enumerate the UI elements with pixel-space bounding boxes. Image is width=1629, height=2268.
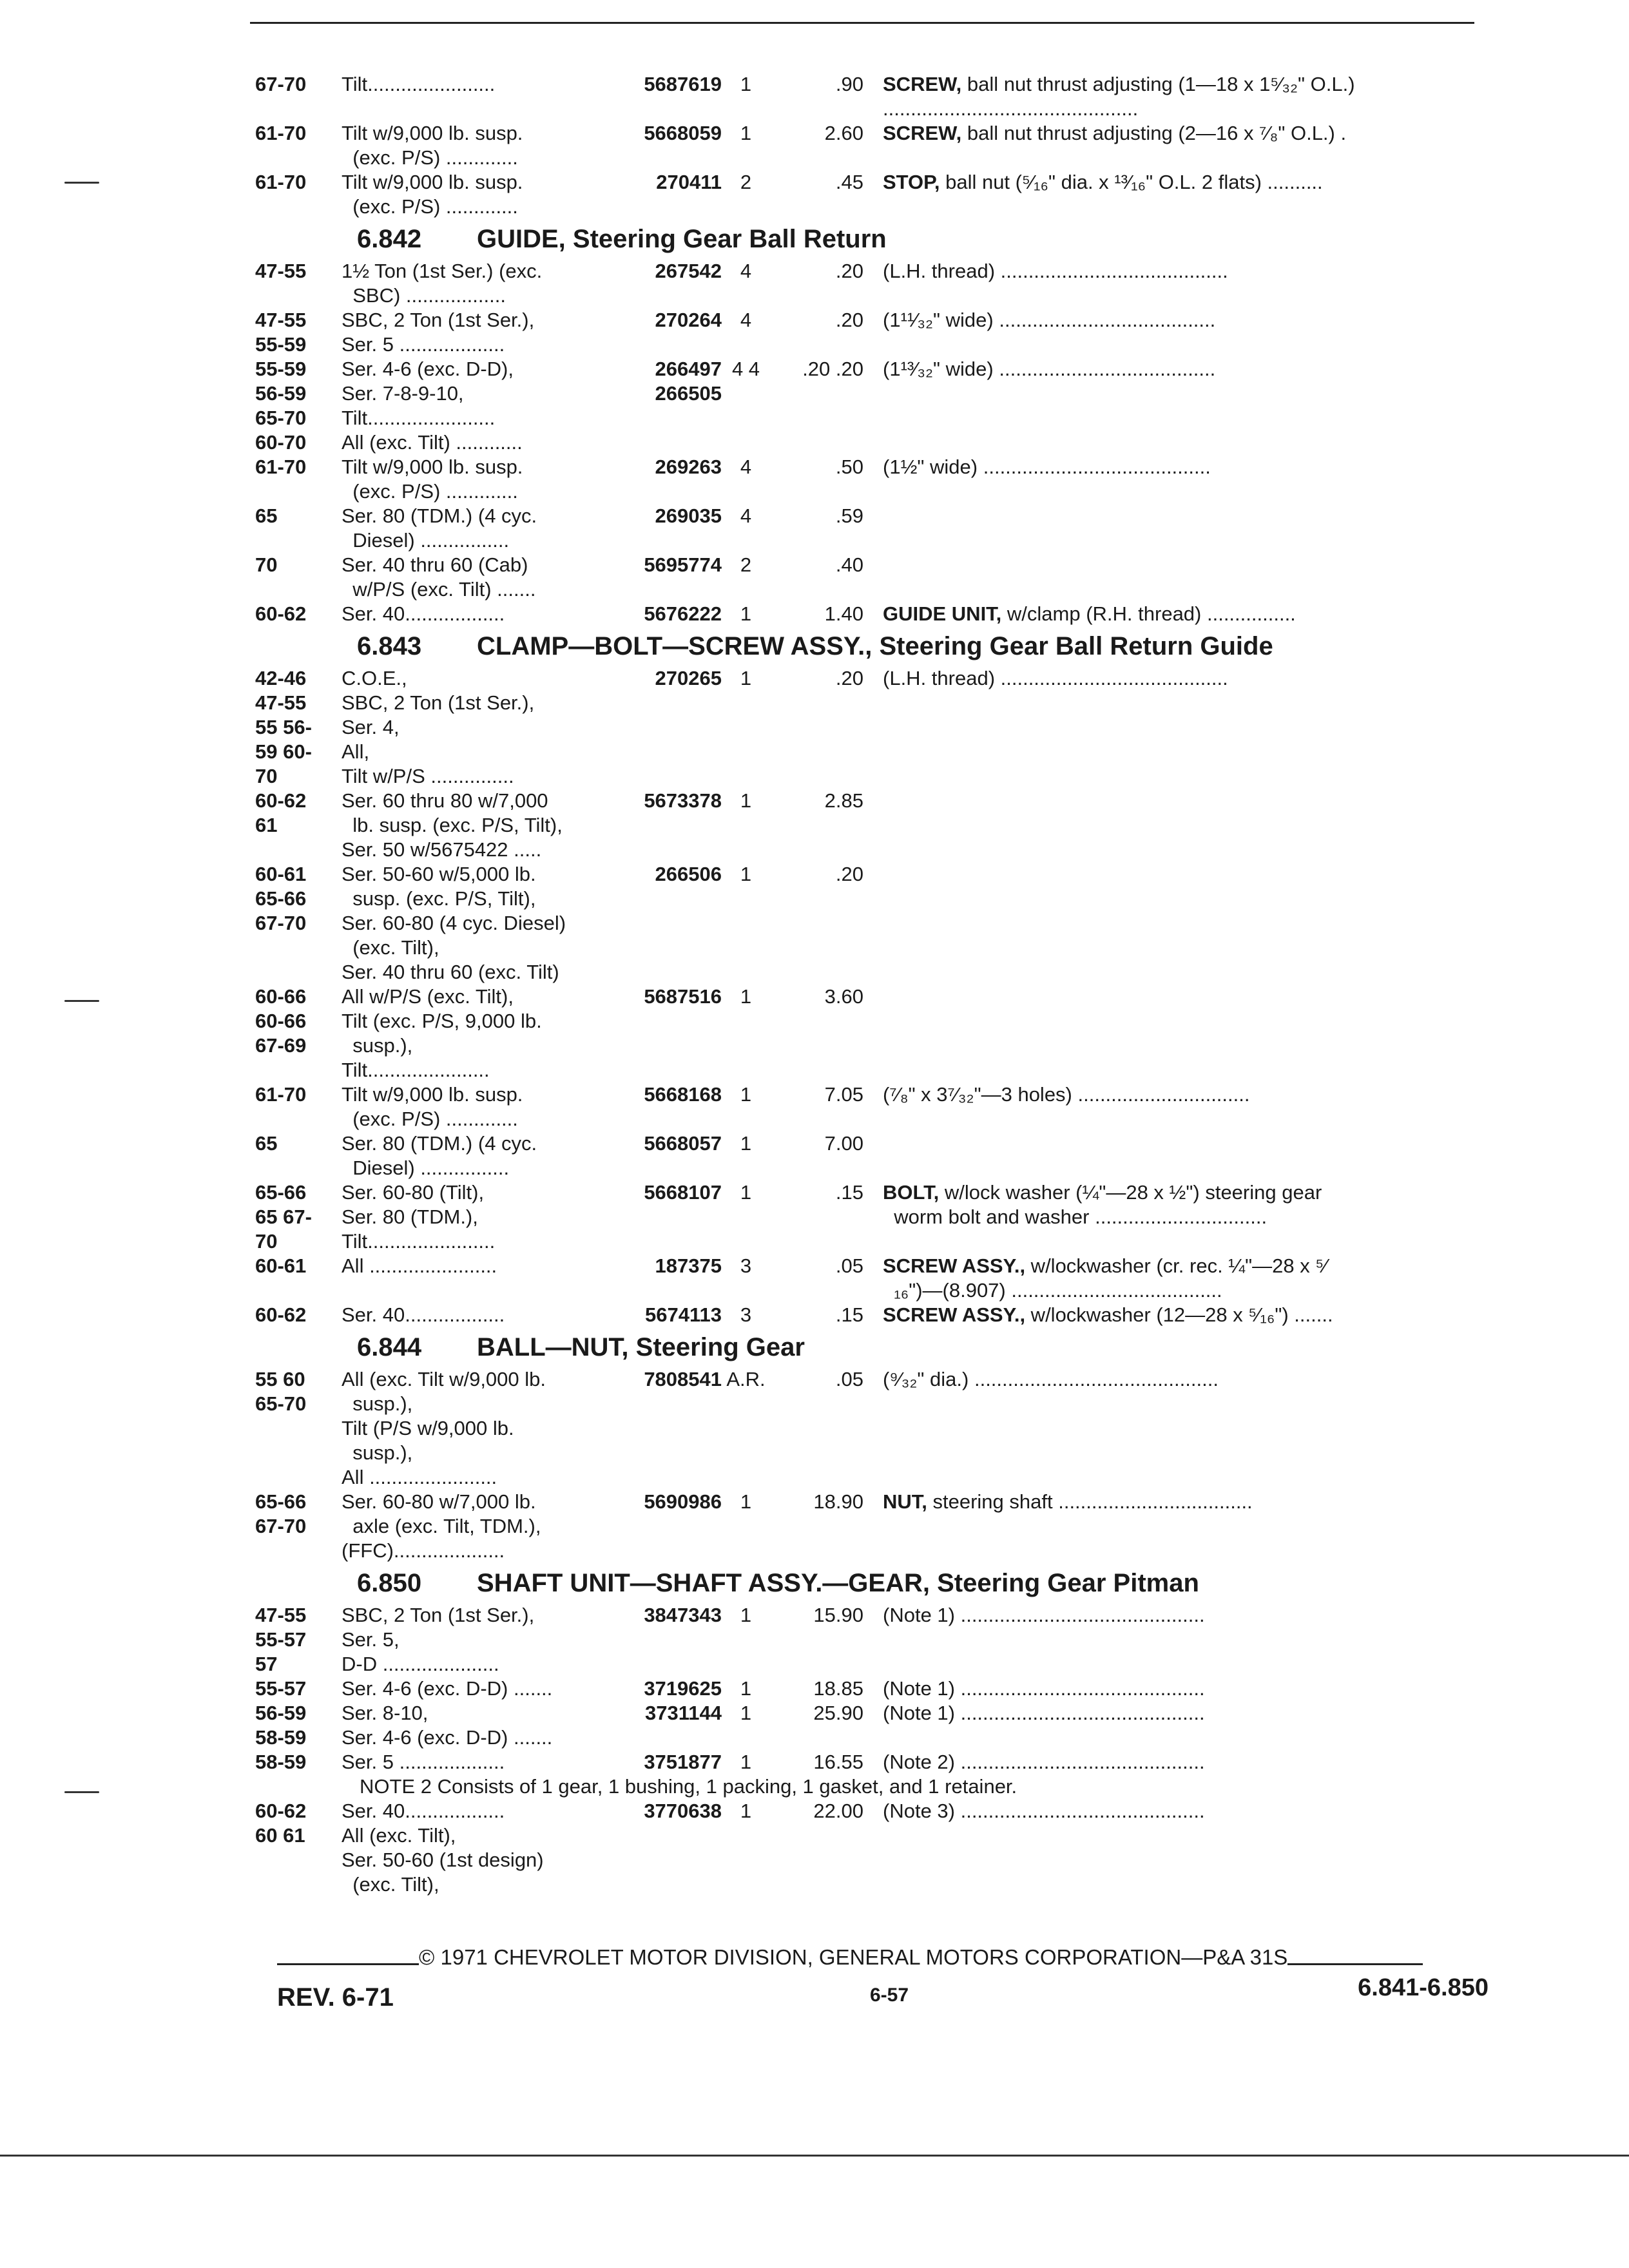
quantity: 4 (740, 309, 752, 331)
part-name: NUT, (883, 1490, 927, 1513)
note-paragraph: NOTE 2 Consists of 1 gear, 1 bushing, 1 packing, 1 gasket, and 1 retainer. (360, 1775, 1017, 1798)
quantity: 1 (740, 1490, 752, 1513)
part-remarks (883, 259, 1492, 284)
price: 22.00 (813, 1800, 863, 1822)
year-range: 61-70 (255, 171, 307, 193)
year-range: 42-46 47-55 55 56-59 60-70 (255, 667, 312, 787)
part-remarks (883, 666, 1492, 691)
part-remarks (883, 1367, 1492, 1392)
quantity: 1 (740, 1800, 752, 1822)
table-row (255, 259, 1492, 308)
year-range: 47-55 55-59 (255, 309, 307, 356)
part-remarks (883, 72, 1492, 121)
year-range: 60-61 (255, 1254, 307, 1277)
quantity: 4 (740, 260, 752, 282)
part-number: 3847343 (644, 1604, 722, 1626)
copyright-text: © 1971 CHEVROLET MOTOR DIVISION, GENERAL MOTORS CORPORATION—P&A 31S (419, 1945, 1288, 1969)
application-description: Tilt w/9,000 lb. susp. (exc. P/S) ............. (342, 122, 523, 169)
year-range: 60-62 (255, 602, 307, 625)
quantity: 1 (740, 863, 752, 885)
year-range: 47-55 55-57 57 (255, 1604, 307, 1675)
part-number: 187375 (655, 1254, 722, 1277)
year-range: 65 (255, 505, 278, 527)
section-heading (357, 1330, 1492, 1365)
part-number: 5673378 (644, 789, 722, 812)
year-range: 65-66 67-70 (255, 1490, 307, 1537)
table-row (255, 1131, 1492, 1180)
section-heading (357, 222, 1492, 256)
year-range: 67-70 (255, 73, 307, 95)
spacer (255, 63, 1492, 72)
year-range: 56-59 58-59 (255, 1702, 307, 1749)
table-row (255, 455, 1492, 504)
price: .20 (835, 260, 863, 282)
part-detail: (1¹³⁄₃₂" wide) ....................................... (883, 358, 1216, 380)
quantity: 2 (740, 553, 752, 576)
price: 25.90 (813, 1702, 863, 1724)
price: .15 (835, 1303, 863, 1326)
part-number: 5690986 (644, 1490, 722, 1513)
part-name: BOLT, (883, 1181, 940, 1204)
application-description: Tilt w/9,000 lb. susp. (exc. P/S) ............. (342, 1083, 523, 1130)
part-number: 5668168 (644, 1083, 722, 1106)
application-description: Ser. 40 thru 60 (Cab) w/P/S (exc. Tilt) ....... (342, 553, 536, 601)
application-description: All (exc. Tilt w/9,000 lb. susp.), Tilt (P/S w/9,000 lb. susp.), All ....................... (342, 1368, 546, 1488)
price: 7.05 (824, 1083, 863, 1106)
table-row (255, 1303, 1492, 1327)
section-heading (357, 1566, 1492, 1600)
year-range: 60-62 (255, 1800, 307, 1822)
rule (1287, 1963, 1423, 1965)
year-range: 55 60 65-70 (255, 1368, 307, 1415)
year-range: 61-70 (255, 122, 307, 144)
application-description: SBC, 2 Ton (1st Ser.), Ser. 5 ................... (342, 309, 535, 356)
application-description: Ser. 80 (TDM.) (4 cyc. Diesel) ................ (342, 505, 537, 552)
part-detail: ball nut (⁵⁄₁₆" dia. x ¹³⁄₁₆" O.L. 2 flats) .......... (940, 171, 1323, 193)
table-row (255, 1701, 1492, 1750)
year-range: 60 61 (255, 1824, 305, 1847)
table-row (255, 1750, 1492, 1774)
application-description: SBC, 2 Ton (1st Ser.), Ser. 5, D-D ..................... (342, 1604, 535, 1675)
year-range: 55-57 (255, 1677, 307, 1700)
table-row (255, 357, 1492, 455)
part-remarks (883, 1603, 1492, 1628)
section-number: 6.842 (357, 225, 422, 253)
application-description: All ....................... (342, 1254, 497, 1277)
part-detail: w/lock washer (¼"—28 x ½") steering gear worm bolt and washer ............................... (894, 1181, 1322, 1228)
quantity: 1 (740, 1604, 752, 1626)
year-range: 60-61 65-66 67-70 (255, 863, 307, 934)
part-detail: (⁹⁄₃₂" dia.) ............................................ (883, 1368, 1219, 1390)
part-remarks (883, 1799, 1492, 1823)
part-number: 270411 (656, 171, 722, 193)
section-title: BALL—NUT, Steering Gear (477, 1333, 805, 1361)
part-detail: (Note 1) ............................................ (883, 1604, 1205, 1626)
part-name: SCREW, (883, 73, 962, 95)
table-row (255, 170, 1492, 219)
price: 3.60 (824, 985, 863, 1008)
year-range: 61-70 (255, 1083, 307, 1106)
application-description: Ser. 60 thru 80 w/7,000 lb. susp. (exc. P/S, Tilt), Ser. 50 w/5675422 ..... (342, 789, 563, 861)
part-number: 3719625 (644, 1677, 722, 1700)
price: .05 (835, 1368, 863, 1390)
part-name: STOP, (883, 171, 940, 193)
application-description: All w/P/S (exc. Tilt), Tilt (exc. P/S, 9,000 lb. susp.), Tilt...................... (342, 985, 542, 1081)
part-number: 5687516 (644, 985, 722, 1008)
part-number: 5668057 (644, 1132, 722, 1155)
table-row (255, 1490, 1492, 1563)
quantity: 1 (740, 73, 752, 95)
part-remarks (883, 121, 1492, 146)
part-number: 270265 (655, 667, 722, 689)
section-number: 6.843 (357, 632, 422, 660)
part-detail: (L.H. thread) ......................................... (883, 667, 1228, 689)
table-row (255, 1180, 1492, 1254)
part-remarks (883, 1701, 1492, 1725)
price: .20 (835, 309, 863, 331)
section-range: 6.841-6.850 (1358, 1974, 1489, 2001)
part-number: 5668107 (644, 1181, 722, 1204)
application-description: Ser. 40.................. (342, 1800, 505, 1822)
part-name: GUIDE UNIT, (883, 602, 1002, 625)
part-remarks (883, 1303, 1492, 1327)
application-description: Ser. 4-6 (exc. D-D) ....... (342, 1677, 553, 1700)
part-remarks (883, 170, 1492, 195)
table-row (255, 72, 1492, 121)
application-description: Ser. 50-60 w/5,000 lb. susp. (exc. P/S, Tilt), Ser. 60-80 (4 cyc. Diesel) (exc. Tilt), Ser. 40 thru 60 (exc. Tilt) (342, 863, 566, 983)
table-row (255, 1082, 1492, 1131)
part-number: 269263 (655, 456, 722, 478)
year-range: 60-62 61 (255, 789, 307, 836)
year-range: 70 (255, 553, 278, 576)
quantity: 3 (740, 1254, 752, 1277)
application-description: Ser. 8-10, Ser. 4-6 (exc. D-D) ....... (342, 1702, 553, 1749)
bottom-rule (0, 2155, 1629, 2157)
part-detail: (Note 3) ............................................ (883, 1800, 1205, 1822)
price: .40 (835, 553, 863, 576)
price: 2.85 (824, 789, 863, 812)
margin-tick (64, 1000, 99, 1002)
part-number: 5668059 (644, 122, 722, 144)
page-footer (277, 1945, 1489, 2012)
part-remarks (883, 1750, 1492, 1774)
table-row (255, 504, 1492, 553)
table-row (255, 121, 1492, 170)
quantity: 1 (740, 602, 752, 625)
quantity: 3 (740, 1303, 752, 1326)
price: .20 .20 (802, 358, 863, 380)
application-description: C.O.E., SBC, 2 Ton (1st Ser.), Ser. 4, All, Tilt w/P/S ............... (342, 667, 535, 787)
part-remarks (883, 357, 1492, 381)
part-number: 3751877 (644, 1751, 722, 1773)
quantity: 1 (740, 1083, 752, 1106)
quantity: 1 (740, 667, 752, 689)
year-range: 65-66 65 67-70 (255, 1181, 312, 1253)
application-description: Ser. 60-80 (Tilt), Ser. 80 (TDM.), Tilt....................... (342, 1181, 496, 1253)
part-detail: w/lockwasher (cr. rec. ¼"—28 x ⁵⁄ ₁₆")—(8.907) ...................................... (894, 1254, 1327, 1302)
application-description: Ser. 40.................. (342, 1303, 505, 1326)
application-description: Ser. 4-6 (exc. D-D), Ser. 7-8-9-10, Tilt....................... All (exc. Tilt) ............ (342, 358, 523, 454)
part-number: 266497 266505 (655, 358, 722, 405)
quantity: 4 (740, 505, 752, 527)
quantity: A.R. (726, 1368, 766, 1390)
part-number: 269035 (655, 505, 722, 527)
price: 15.90 (813, 1604, 863, 1626)
part-name: SCREW ASSY., (883, 1303, 1026, 1326)
part-number: 267542 (655, 260, 722, 282)
table-row (255, 1677, 1492, 1701)
price: .50 (835, 456, 863, 478)
revision-label: REV. 6-71 (277, 1983, 394, 2012)
part-remarks (883, 1180, 1492, 1229)
part-number: 7808541 (644, 1368, 722, 1390)
table-row (255, 1799, 1492, 1823)
application-description: Tilt w/9,000 lb. susp. (exc. P/S) ............. (342, 171, 523, 218)
top-rule (250, 22, 1474, 24)
section-title: GUIDE, Steering Gear Ball Return (477, 225, 887, 253)
quantity: 1 (740, 1677, 752, 1700)
price: 2.60 (824, 122, 863, 144)
year-range: 58-59 (255, 1751, 307, 1773)
price: .20 (835, 667, 863, 689)
section-number: 6.844 (357, 1333, 422, 1361)
part-remarks (883, 1677, 1492, 1701)
year-range: 47-55 (255, 260, 307, 282)
application-description: Ser. 60-80 w/7,000 lb. axle (exc. Tilt, TDM.), (FFC).................... (342, 1490, 541, 1562)
application-description: Ser. 5 ................... (342, 1751, 505, 1773)
table-row (255, 666, 1492, 789)
part-detail: w/clamp (R.H. thread) ................ (1001, 602, 1296, 625)
price: 1.40 (824, 602, 863, 625)
part-number: 3731144 (645, 1702, 722, 1724)
part-number: 5687619 (644, 73, 722, 95)
part-detail: (L.H. thread) ......................................... (883, 260, 1228, 282)
rule (277, 1963, 419, 1965)
price: .15 (835, 1181, 863, 1204)
year-range: 55-59 56-59 65-70 60-70 (255, 358, 307, 454)
part-remarks (883, 1082, 1492, 1107)
application-description: Ser. 80 (TDM.) (4 cyc. Diesel) ................ (342, 1132, 537, 1179)
part-number: 5674113 (645, 1303, 722, 1326)
year-range: 65 (255, 1132, 278, 1155)
quantity: 1 (740, 789, 752, 812)
part-number: 270264 (655, 309, 722, 331)
copyright-line (277, 1945, 1489, 1970)
part-remarks (883, 455, 1492, 479)
part-number: 266506 (655, 863, 722, 885)
parts-list (255, 63, 1492, 1897)
quantity: 1 (740, 985, 752, 1008)
part-detail: ball nut thrust adjusting (1—18 x 1⁵⁄₃₂" O.L.) .............................................. (883, 73, 1355, 120)
part-detail: w/lockwasher (12—28 x ⁵⁄₁₆") ....... (1025, 1303, 1333, 1326)
table-row (255, 602, 1492, 626)
table-row (255, 1367, 1492, 1490)
part-number: 5695774 (644, 553, 722, 576)
part-detail: (1½" wide) ......................................... (883, 456, 1211, 478)
table-row (255, 308, 1492, 357)
application-description: Tilt w/9,000 lb. susp. (exc. P/S) ............. (342, 456, 523, 503)
table-row (255, 862, 1492, 985)
price: 18.85 (813, 1677, 863, 1700)
quantity: 4 4 (731, 358, 760, 380)
section-title: SHAFT UNIT—SHAFT ASSY.—GEAR, Steering Gear Pitman (477, 1569, 1199, 1597)
quantity: 4 (740, 456, 752, 478)
price: 18.90 (813, 1490, 863, 1513)
year-range: 60-62 (255, 1303, 307, 1326)
quantity: 1 (740, 1132, 752, 1155)
part-detail: ball nut thrust adjusting (2—16 x ⁷⁄₈" O.L.) . (961, 122, 1347, 144)
part-name: SCREW, (883, 122, 962, 144)
part-detail: (Note 1) ............................................ (883, 1702, 1205, 1724)
quantity: 1 (740, 1751, 752, 1773)
part-number: 5676222 (644, 602, 722, 625)
section-title: CLAMP—BOLT—SCREW ASSY., Steering Gear Ball Return Guide (477, 632, 1273, 660)
price: 16.55 (813, 1751, 863, 1773)
table-row (255, 985, 1492, 1082)
part-detail: (Note 1) ............................................ (883, 1677, 1205, 1700)
price: .59 (835, 505, 863, 527)
year-range: 61-70 (255, 456, 307, 478)
page-number: 6-57 (870, 1984, 909, 2006)
part-remarks (883, 602, 1492, 626)
margin-tick (64, 1791, 99, 1793)
part-detail: (1¹¹⁄₃₂" wide) ....................................... (883, 309, 1216, 331)
part-number: 3770638 (644, 1800, 722, 1822)
price: 7.00 (824, 1132, 863, 1155)
part-detail: (⁷⁄₈" x 3⁷⁄₃₂"—3 holes) ............................... (883, 1083, 1250, 1106)
table-row (255, 553, 1492, 602)
part-detail: steering shaft ................................... (927, 1490, 1253, 1513)
year-range: 60-66 60-66 67-69 (255, 985, 307, 1057)
section-number: 6.850 (357, 1569, 422, 1597)
price: .20 (835, 863, 863, 885)
table-row (255, 1823, 1492, 1897)
price: .90 (835, 73, 863, 95)
quantity: 2 (740, 171, 752, 193)
quantity: 1 (740, 1702, 752, 1724)
part-remarks (883, 1490, 1492, 1514)
part-name: SCREW ASSY., (883, 1254, 1026, 1277)
price: .05 (835, 1254, 863, 1277)
margin-tick (64, 182, 99, 184)
part-detail: (Note 2) ............................................ (883, 1751, 1205, 1773)
section-heading (357, 629, 1492, 664)
quantity: 1 (740, 122, 752, 144)
table-row (255, 789, 1492, 862)
application-description: All (exc. Tilt), Ser. 50-60 (1st design) (exc. Tilt), (342, 1824, 544, 1896)
table-row (255, 1603, 1492, 1677)
price: .45 (835, 171, 863, 193)
part-remarks (883, 308, 1492, 332)
quantity: 1 (740, 1181, 752, 1204)
application-description: Ser. 40.................. (342, 602, 505, 625)
application-description: 1½ Ton (1st Ser.) (exc. SBC) .................. (342, 260, 543, 307)
part-remarks (883, 1254, 1492, 1303)
application-description: Tilt....................... (342, 73, 496, 95)
table-row (255, 1254, 1492, 1303)
